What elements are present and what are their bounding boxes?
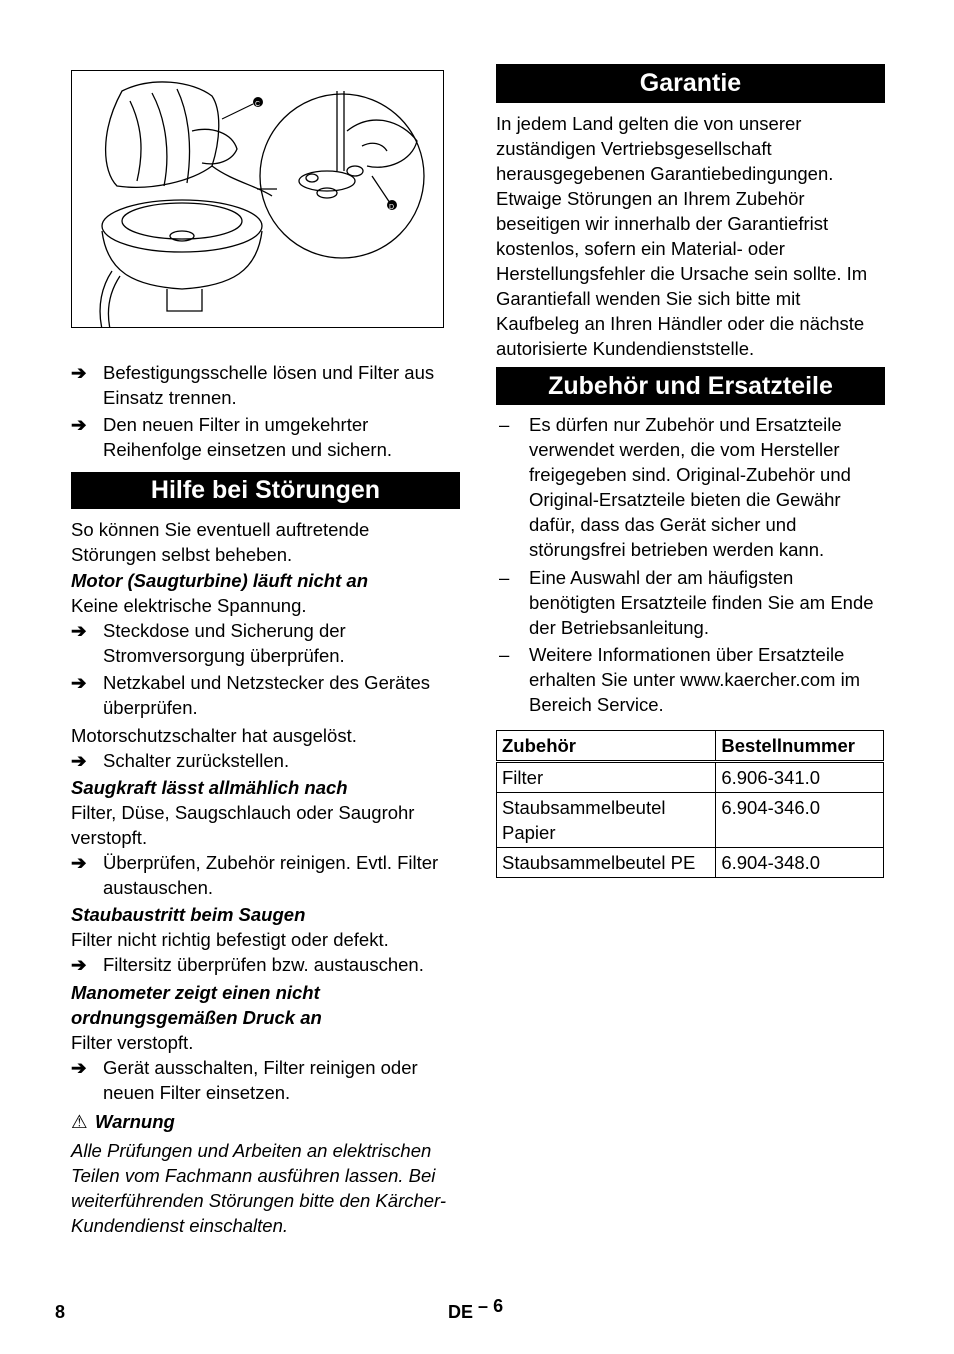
step-reset-switch: ➔ Schalter zurückstellen. bbox=[71, 750, 290, 771]
column-header: Zubehör bbox=[497, 731, 716, 762]
accessories-item: – Es dürfen nur Zubehör und Ersatzteile verwendet werden, die vom Hersteller freigegeben sind. Original-Zubehör und Original-Ersatzteile bieten die Gewähr dafür, dass das Gerät sicher und störungsfrei betrieben werden kann. bbox=[499, 414, 851, 560]
step-loosen-clamp: ➔ Befestigungsschelle lösen und Filter aus Einsatz trennen. bbox=[71, 362, 435, 408]
problem-heading-dust: Staubaustritt beim Saugen bbox=[71, 904, 306, 925]
arrow-icon: ➔ bbox=[71, 414, 87, 435]
cause-motor-protection: Motorschutzschalter hat ausgelöst. bbox=[71, 725, 357, 746]
cause-filter-clogged: Filter verstopft. bbox=[71, 1032, 194, 1053]
table-cell: 6.904-346.0 bbox=[716, 793, 884, 848]
arrow-icon: ➔ bbox=[71, 954, 87, 975]
table-row bbox=[497, 762, 884, 793]
warranty-text: In jedem Land gelten die von unserer zuständigen Vertriebsgesellschaft herausgegebenen Garantiebedingungen. Etwaige Störungen an Ihrem Zubehör beseitigen wir innerhalb der Garantiefrist kostenlos, sofern ein Material- oder Herstellungsfehler die Ursache sein sollte. Im Garantiefall wenden Sie sich bitte mit Kaufbeleg an Ihren Händler oder die nächste autorisierte Kundendienststelle. bbox=[496, 113, 868, 359]
column-header: Bestellnummer bbox=[716, 731, 884, 762]
problem-heading-manometer: Manometer zeigt einen nicht ordnungsgemäßen Druck an bbox=[71, 982, 322, 1028]
arrow-icon: ➔ bbox=[71, 672, 87, 693]
troubleshooting-intro: So können Sie eventuell auftretende Störungen selbst beheben. bbox=[71, 519, 370, 565]
table-cell: Filter bbox=[497, 762, 716, 793]
step-check-socket: ➔ Steckdose und Sicherung der Stromversorgung überprüfen. bbox=[71, 620, 346, 666]
callout-c: C bbox=[255, 101, 261, 108]
footer-lang: DE – 6 bbox=[448, 1296, 504, 1322]
filter-drawing bbox=[72, 71, 444, 328]
callout-d: D bbox=[389, 204, 395, 211]
table-cell: Staubsammelbeutel PE bbox=[497, 848, 716, 878]
parts-table bbox=[496, 730, 884, 878]
section-heading-troubleshooting: Hilfe bei Störungen bbox=[71, 472, 460, 509]
step-check-filter-seat: ➔ Filtersitz überprüfen bzw. austauschen. bbox=[71, 954, 424, 975]
section-heading-accessories: Zubehör und Ersatzteile bbox=[496, 367, 885, 405]
table-cell: 6.906-341.0 bbox=[716, 762, 884, 793]
cause-clogged: Filter, Düse, Saugschlauch oder Saugrohr verstopft. bbox=[71, 802, 415, 848]
page-number: 8 bbox=[55, 1302, 66, 1322]
step-clean-accessories: ➔ Überprüfen, Zubehör reinigen. Evtl. Filter austauschen. bbox=[71, 852, 439, 898]
arrow-icon: ➔ bbox=[71, 620, 87, 641]
cause-filter-fixed: Filter nicht richtig befestigt oder defekt. bbox=[71, 929, 389, 950]
section-heading-warranty: Garantie bbox=[496, 64, 885, 103]
problem-heading-suction: Saugkraft lässt allmählich nach bbox=[71, 777, 348, 798]
accessories-item: – Weitere Informationen über Ersatzteile erhalten Sie unter www.kaercher.com im Bereich Service. bbox=[499, 644, 861, 715]
warning-text: Alle Prüfungen und Arbeiten an elektrischen Teilen vom Fachmann ausführen lassen. Bei weiterführenden Störungen bitte den Kärcher-Kundendienst einschalten. bbox=[71, 1140, 447, 1236]
table-row bbox=[497, 793, 884, 848]
filter-illustration bbox=[71, 70, 444, 328]
warning-heading: ⚠ Warnung bbox=[71, 1111, 175, 1132]
cause-no-power: Keine elektrische Spannung. bbox=[71, 595, 307, 616]
arrow-icon: ➔ bbox=[71, 1057, 87, 1078]
table-row bbox=[497, 848, 884, 878]
table-cell: 6.904-348.0 bbox=[716, 848, 884, 878]
step-switch-off: ➔ Gerät ausschalten, Filter reinigen oder neuen Filter einsetzen. bbox=[71, 1057, 418, 1103]
problem-heading-motor: Motor (Saugturbine) läuft nicht an bbox=[71, 570, 369, 591]
warning-triangle-icon: ⚠ bbox=[71, 1111, 88, 1132]
arrow-icon: ➔ bbox=[71, 852, 87, 873]
accessories-item: – Eine Auswahl der am häufigsten benötigten Ersatzteile finden Sie am Ende der Betriebsanleitung. bbox=[499, 567, 874, 638]
table-cell: Staubsammelbeutel Papier bbox=[497, 793, 716, 848]
step-insert-filter: ➔ Den neuen Filter in umgekehrter Reihenfolge einsetzen und sichern. bbox=[71, 414, 392, 460]
step-check-cable: ➔ Netzkabel und Netzstecker des Gerätes überprüfen. bbox=[71, 672, 430, 718]
table-header-row bbox=[497, 731, 884, 762]
arrow-icon: ➔ bbox=[71, 362, 87, 383]
arrow-icon: ➔ bbox=[71, 750, 87, 771]
